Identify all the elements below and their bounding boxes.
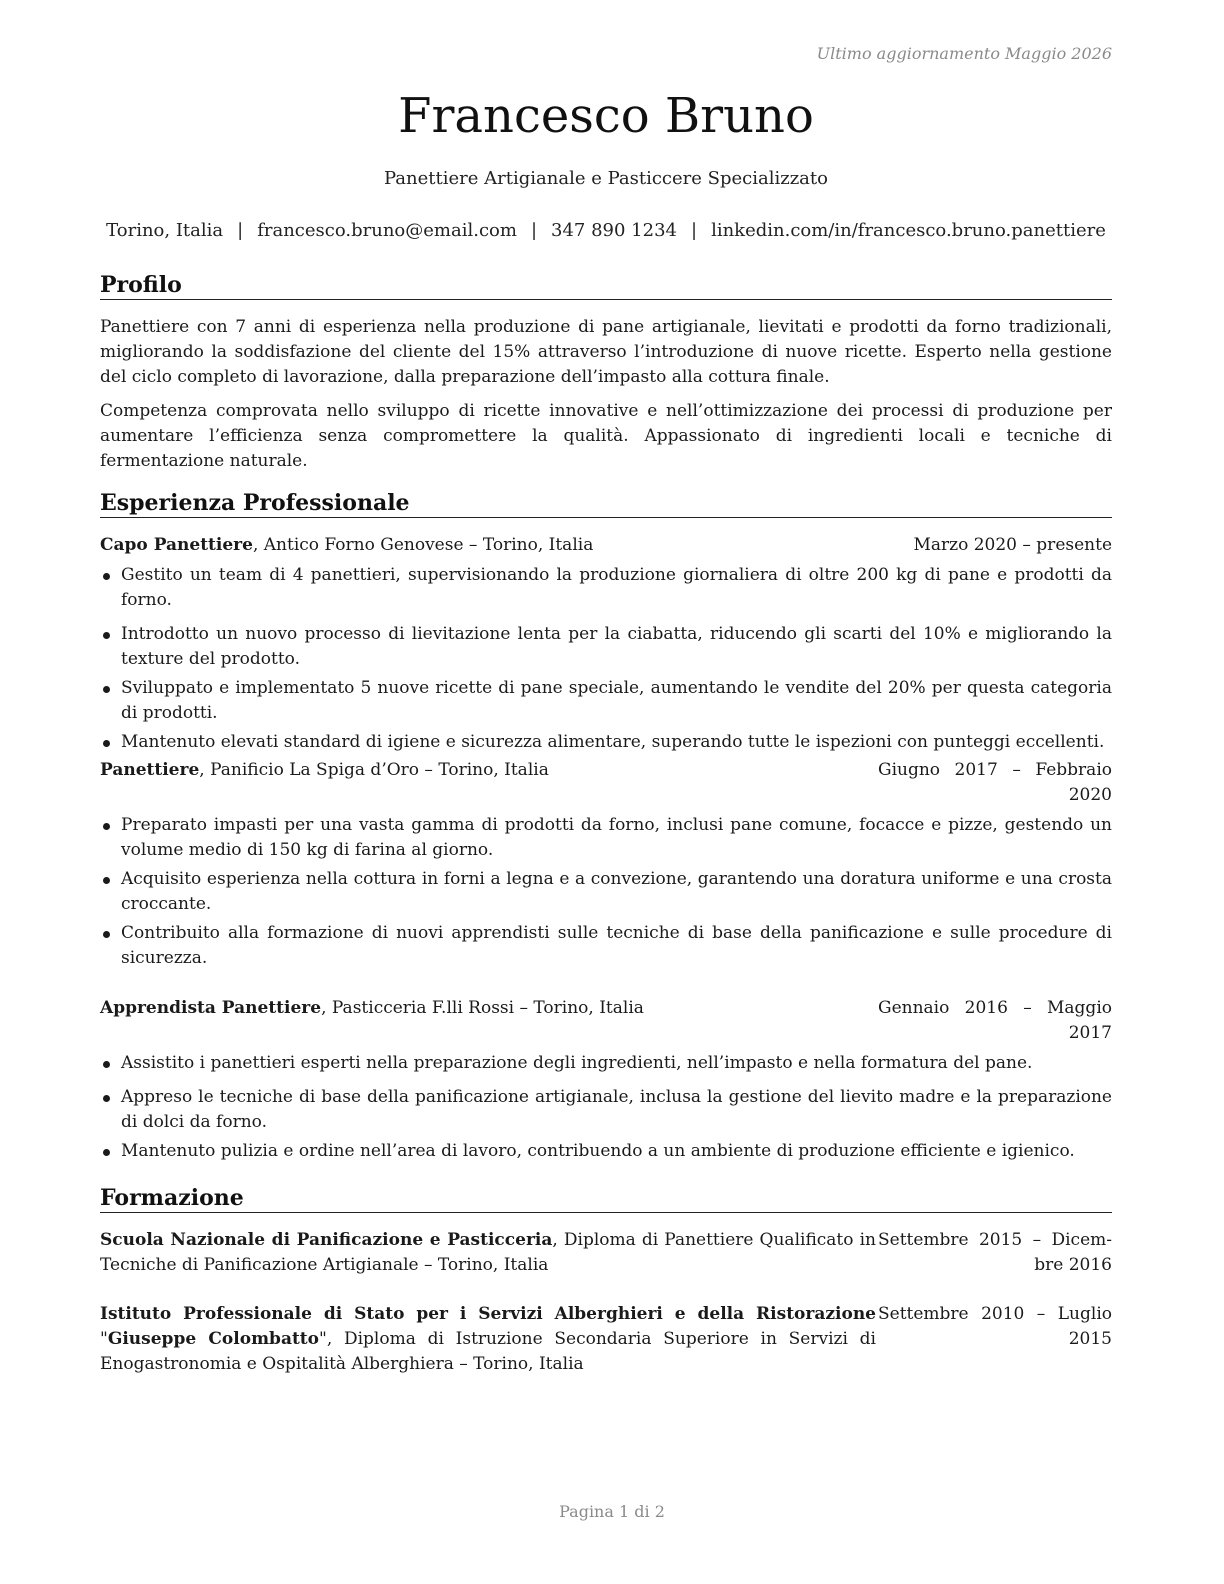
job-company: , Antico Forno Genovese – Torino, Italia <box>252 535 594 555</box>
education-dates: Settembre 2015 – Dicem-bre 2016 <box>878 1230 1112 1275</box>
contact-separator: | <box>690 220 698 241</box>
contact-separator: | <box>530 220 538 241</box>
education-quote: " <box>100 1329 108 1349</box>
education-item <box>100 1228 1112 1278</box>
list-item: Appreso le tecniche di base della panificazione artigianale, inclusa la gestione del lievito madre e la preparazione di dolci da forno. <box>100 1085 1112 1135</box>
education-school: Scuola Nazionale di Panificazione e Pasticceria <box>100 1230 553 1250</box>
education-item <box>100 1302 1112 1377</box>
education-dates: Settembre 2010 – Luglio 2015 <box>878 1304 1112 1349</box>
job-role: Panettiere <box>100 760 200 780</box>
contact-phone[interactable]: 347 890 1234 <box>551 220 677 241</box>
job-company: , Pasticceria F.lli Rossi – Torino, Italia <box>321 998 644 1018</box>
job-dates: Giugno 2017 – Febbraio 2020 <box>878 760 1112 805</box>
profile-paragraph: Panettiere con 7 anni di esperienza nella produzione di pane artigianale, lievitati e prodotti da forno tradizionali, migliorando la soddisfazione del cliente del 15% attraverso l’introduzione di nuove ricette. Esperto nella gestione del ciclo completo di lavorazione, dalla preparazione dell’impasto alla cottura finale. <box>100 317 1112 387</box>
list-item: Gestito un team di 4 panettieri, supervisionando la produzione giornaliera di oltre 200 kg di pane e prodotti da forno. <box>100 563 1112 613</box>
list-item: Assistito i panettieri esperti nella preparazione degli ingredienti, nell’impasto e nella formatura del pane. <box>100 1051 1112 1076</box>
education-detail: ", Diploma di Istruzione Secondaria Superiore in Servizi di Enogastronomia e Ospitalità Alberghiera – Torino, Italia <box>100 1329 876 1374</box>
section-title-experience: Esperienza Professionale <box>100 490 1112 518</box>
contact-separator: | <box>237 220 244 241</box>
contact-linkedin[interactable]: linkedin.com/in/francesco.bruno.panettiere <box>711 220 1106 241</box>
job-bullets <box>100 1051 1112 1168</box>
profile-paragraph: Competenza comprovata nello sviluppo di ricette innovative e nell’ottimizzazione dei processi di produzione per aumentare l’efficienza senza compromettere la qualità. Appassionato di ingredienti locali e tecniche di fermentazione naturale. <box>100 401 1112 471</box>
contact-line <box>100 220 1112 241</box>
list-item: Mantenuto elevati standard di igiene e sicurezza alimentare, superando tutte le ispezioni con punteggi eccellenti. <box>100 730 1112 755</box>
section-title-education: Formazione <box>100 1185 1112 1213</box>
candidate-name: Francesco Bruno <box>398 88 814 144</box>
job-company: , Panificio La Spiga d’Oro – Torino, Italia <box>199 760 549 780</box>
job-bullets <box>100 813 1112 975</box>
page-number: Pagina 1 di 2 <box>559 1502 665 1521</box>
job-bullets <box>100 563 1112 759</box>
contact-email[interactable]: francesco.bruno@email.com <box>257 220 517 241</box>
section-title-profile: Profilo <box>100 272 1112 300</box>
job-role: Apprendista Panettiere <box>100 998 322 1018</box>
contact-location: Torino, Italia <box>106 220 224 241</box>
list-item: Contribuito alla formazione di nuovi apprendisti sulle tecniche di base della panificazione e sulle procedure di sicurezza. <box>100 921 1112 971</box>
last-updated: Ultimo aggiornamento Maggio 2026 <box>816 44 1112 63</box>
job-dates: Marzo 2020 – presente <box>913 535 1112 555</box>
list-item: Sviluppato e implementato 5 nuove ricette di pane speciale, aumentando le vendite del 20% per questa categoria di prodotti. <box>100 676 1112 726</box>
job-dates: Gennaio 2016 – Maggio 2017 <box>878 998 1112 1043</box>
education-detail: , Diploma di Panettiere Qualificato in Tecniche di Panificazione Artigianale – Torino, Italia <box>100 1230 876 1275</box>
list-item: Introdotto un nuovo processo di lievitazione lenta per la ciabatta, riducendo gli scarti del 10% e migliorando la texture del prodotto. <box>100 622 1112 672</box>
candidate-title: Panettiere Artigianale e Pasticcere Specializzato <box>384 168 828 189</box>
education-school-name: Giuseppe Colombatto <box>107 1329 319 1349</box>
list-item: Preparato impasti per una vasta gamma di prodotti da forno, inclusi pane comune, focacce e pizze, gestendo un volume medio di 150 kg di farina al giorno. <box>100 813 1112 863</box>
list-item: Mantenuto pulizia e ordine nell’area di lavoro, contribuendo a un ambiente di produzione efficiente e igienico. <box>100 1139 1112 1164</box>
list-item: Acquisito esperienza nella cottura in forni a legna e a convezione, garantendo una doratura uniforme e una crosta croccante. <box>100 867 1112 917</box>
job-role: Capo Panettiere <box>100 535 253 555</box>
education-school: Istituto Professionale di Stato per i Servizi Alberghieri e della Ristorazione <box>100 1304 876 1324</box>
